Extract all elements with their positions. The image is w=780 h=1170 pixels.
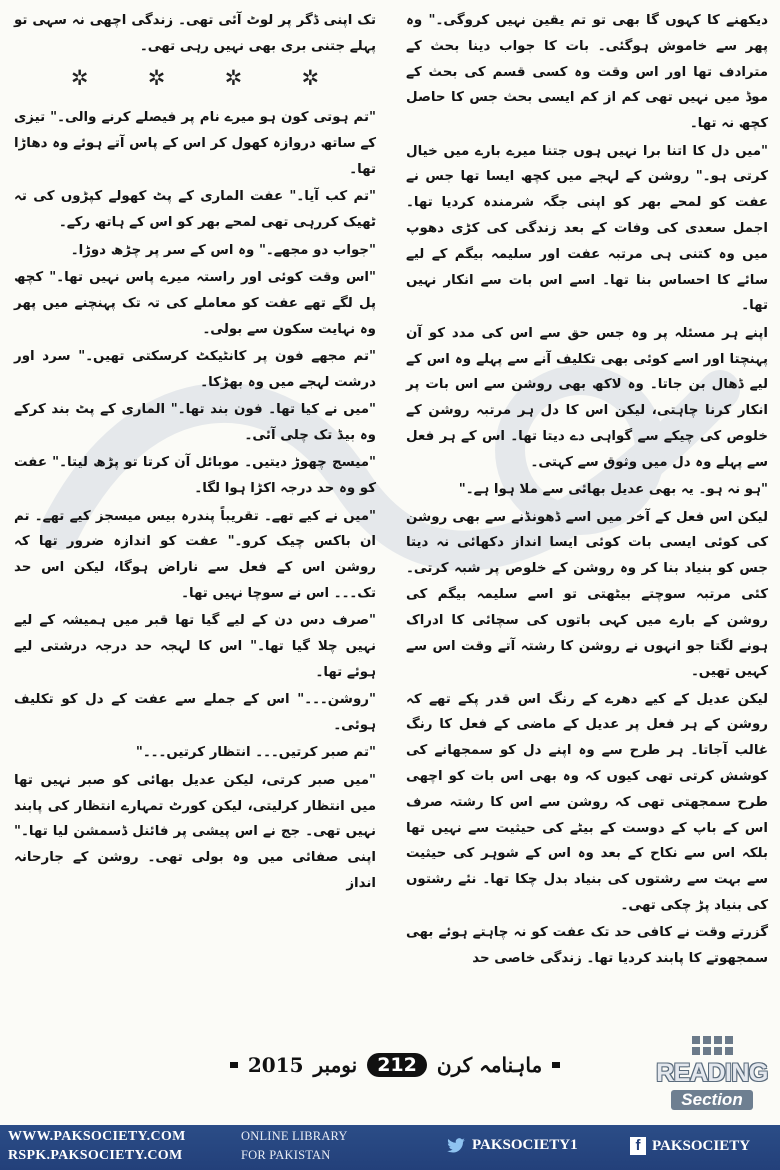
site-link-rspk[interactable]: RSPK.PAKSOCIETY.COM xyxy=(8,1148,183,1163)
paragraph: "میں نے کیے تھے۔ تقریباً پندرہ بیس میسجز کیے تھے۔ تم ان باکس چیک کرو۔" عفت کو اندازہ ضرور تھا کہ روشن اس کے فعل سے ناراض ہوگا، لیکن اس حد تک۔۔۔ اس نے سوچا نہیں تھا۔ xyxy=(14,508,376,601)
reading-label: READING xyxy=(656,1059,768,1087)
section-separator-stars: ✲ ✲ ✲ ✲ xyxy=(70,65,346,90)
footer-rule-right xyxy=(552,1062,560,1068)
paragraph: "تم ہوتی کون ہو میرے نام پر فیصلے کرنے والی۔" تیزی کے ساتھ دروازہ کھول کر اس کے پاس آتے ہوئے وہ دھاڑا تھا۔ xyxy=(14,110,376,177)
paragraph: گزرتے وقت نے کافی حد تک عفت کو نہ چاہتے ہوئے بھی سمجھوتے کا پابند کردیا تھا۔ زندگی خاصی حد xyxy=(406,925,768,967)
bottom-banner xyxy=(0,1125,780,1170)
facebook-handle: PAKSOCIETY xyxy=(652,1137,751,1154)
paragraph: "میں دل کا اتنا برا نہیں ہوں جتنا میرے بارے میں خیال کرتی ہو۔" روشن کے لہجے میں کچھ ایسا تھا جس نے عفت کو لمحے بھر کو اپنی جگہ شرمندہ کردیا تھا۔ اجمل سعدی کی وفات کے بعد زندگی کی کڑی دھوپ میں وہ کتنی ہی مرتبہ عفت اور سلیمہ بیگم کے لیے سائے کا احساس بنا تھا۔ اسے اس بات سے انکار نہیں تھا۔ xyxy=(406,143,768,314)
twitter-handle: PAKSOCIETY1 xyxy=(472,1137,578,1153)
paragraph: "اس وقت کوئی اور راستہ میرے پاس نہیں تھا۔" کچھ پل لگے تھے عفت کو معاملے کی تہ تک پہنچنے میں پھر وہ نہایت سکون سے بولی۔ xyxy=(14,269,376,337)
facebook-icon: f xyxy=(630,1137,646,1155)
right-text-column xyxy=(406,8,768,974)
left-text-column xyxy=(14,8,376,898)
paragraph: "میں نے کیا تھا۔ فون بند تھا۔" الماری کے پٹ بند کرکے وہ بیڈ تک چلی آئی۔ xyxy=(14,402,376,443)
paragraph: "تم کب آیا۔" عفت الماری کے پٹ کھولے کپڑوں کی تہ ٹھیک کررہی تھی لمحے بھر کو اس کے ہاتھ رکے۔ xyxy=(14,189,376,231)
paragraph: "تم مجھے فون پر کانٹیکٹ کرسکتی تھیں۔" سرد اور درشت لہجے میں وہ بھڑکا۔ xyxy=(14,348,376,390)
paragraph: لیکن عدیل کے کیے دھرے کے رنگ اس قدر پکے تھے کہ روشن کے ہر فعل پر عدیل کے ماضی کے فعل کا رنگ غالب آجاتا۔ ہر طرح سے وہ اپنے دل کو سمجھانے کی کوشش کرتی تھی کیوں کہ وہ بھی اس بات کو اچھی طرح سمجھتی تھی کہ روشن سے اس کا رشتہ صرف اس کے باپ کے دوست کے بیٹے کی حیثیت سے نہیں تھا بلکہ اس سے نکاح کے بعد وہ اس کے شوہر کی حیثیت سے بہت سے رشتوں کی بنیاد بدل چکا تھا۔ نئے رشتوں کی بنیاد پڑ چکی تھی۔ xyxy=(406,691,768,914)
library-label: ONLINE LIBRARY xyxy=(241,1129,348,1143)
paragraph: "صرف دس دن کے لیے گیا تھا قبر میں ہمیشہ کے لیے نہیں چلا گیا تھا۔" اس کا لہجہ حد درجہ درشتی لیے ہوئے تھا۔ xyxy=(14,613,376,680)
library-sublabel: FOR PAKISTAN xyxy=(241,1148,331,1162)
paragraph: اپنے ہر مسئلہ پر وہ جس حق سے اس کی مدد کو آن پہنچتا اور اسے کوئی بھی تکلیف آنے سے پہلے وہ اس کے لیے ڈھال بن جاتا۔ وہ لاکھ بھی روشن سے اس بات پر انکار کرنا چاہتی، لیکن اس کا دل ہر مرتبہ روشن کے خلوص کی چیکے سے گواہی دے دیتا تھا۔ اس کے ہر فعل سے پہلے وہ دل میں وثوق سے کہتی۔ xyxy=(406,325,768,470)
paragraph: تک اپنی ڈگر پر لوٹ آئی تھی۔ زندگی اچھی نہ سہی تو پہلے جتنی بری بھی نہیں رہی تھی۔ xyxy=(14,13,376,54)
facebook-link[interactable] xyxy=(630,1137,750,1155)
grid-icon xyxy=(690,1036,734,1055)
section-label: Section xyxy=(671,1090,752,1110)
footer-year: 2015 xyxy=(247,1053,304,1077)
footer-month: نومبر xyxy=(313,1053,358,1077)
paragraph: "ہو نہ ہو۔ یہ بھی عدیل بھائی سے ملا ہوا ہے۔" xyxy=(458,482,768,498)
magazine-title: ماہنامہ کرن xyxy=(436,1053,543,1077)
paragraph: "روشن۔۔۔" اس کے جملے سے عفت کے دل کو تکلیف ہوئی۔ xyxy=(14,692,376,734)
paragraph: "تم صبر کرتیں۔۔۔ انتظار کرتیں۔۔۔" xyxy=(135,745,376,761)
page-number: 212 xyxy=(367,1053,427,1077)
reading-section-logo[interactable] xyxy=(652,1036,772,1126)
site-link-paksociety[interactable]: WWW.PAKSOCIETY.COM xyxy=(8,1129,186,1144)
paragraph: لیکن اس فعل کے آخر میں اسے ڈھونڈنے سے بھی روشن کی کوئی ایسی بات کوئی ایسا انداز دکھائی نہ دیتا جس کو بنیاد بنا کر وہ روشن کے خلوص پر شبہ کرتی۔ کئی مرتبہ سوچتے بیٹھتی تو اسے سلیمہ بیگم کی روشن کے بارے میں کہی باتوں کی سچائی کا ادراک ہونے لگتا جو انہوں نے روشن کا رشتہ آتے وقت اس سے کہیں تھیں۔ xyxy=(406,509,768,680)
page-footer xyxy=(230,1048,560,1082)
footer-rule-left xyxy=(230,1062,238,1068)
paragraph: "جواب دو مجھے۔" وہ اس کے سر پر چڑھ دوڑا۔ xyxy=(70,242,376,258)
paragraph: "میں صبر کرتی، لیکن عدیل بھائی کو صبر نہیں تھا میں انتظار کرلیتی، لیکن کورٹ تمہارے انتظار کی پابند نہیں تھی۔ جج نے اس پیشی پر فائنل ڈسمشن لیا تھا۔" اپنی صفائی میں وہ بولی تھی۔ روشن کے جارحانہ انداز xyxy=(14,772,376,892)
twitter-bird-icon xyxy=(446,1138,466,1154)
paragraph: "میسج چھوڑ دیتیں۔ موبائل آن کرتا تو پڑھ لیتا۔" عفت کو وہ حد درجہ اکڑا ہوا لگا۔ xyxy=(14,455,376,497)
paragraph: دیکھنے کا کہوں گا بھی تو تم یقین نہیں کروگی۔" وہ پھر سے خاموش ہوگئی۔ بات کا جواب دینا بحث کے مترادف تھا اور اس وقت وہ کسی قسم کی بحث کے موڈ میں نہیں تھی کم از کم ایسی بحث جس کا حاصل کچھ نہ تھا۔ xyxy=(406,13,768,132)
twitter-link[interactable] xyxy=(446,1137,578,1154)
